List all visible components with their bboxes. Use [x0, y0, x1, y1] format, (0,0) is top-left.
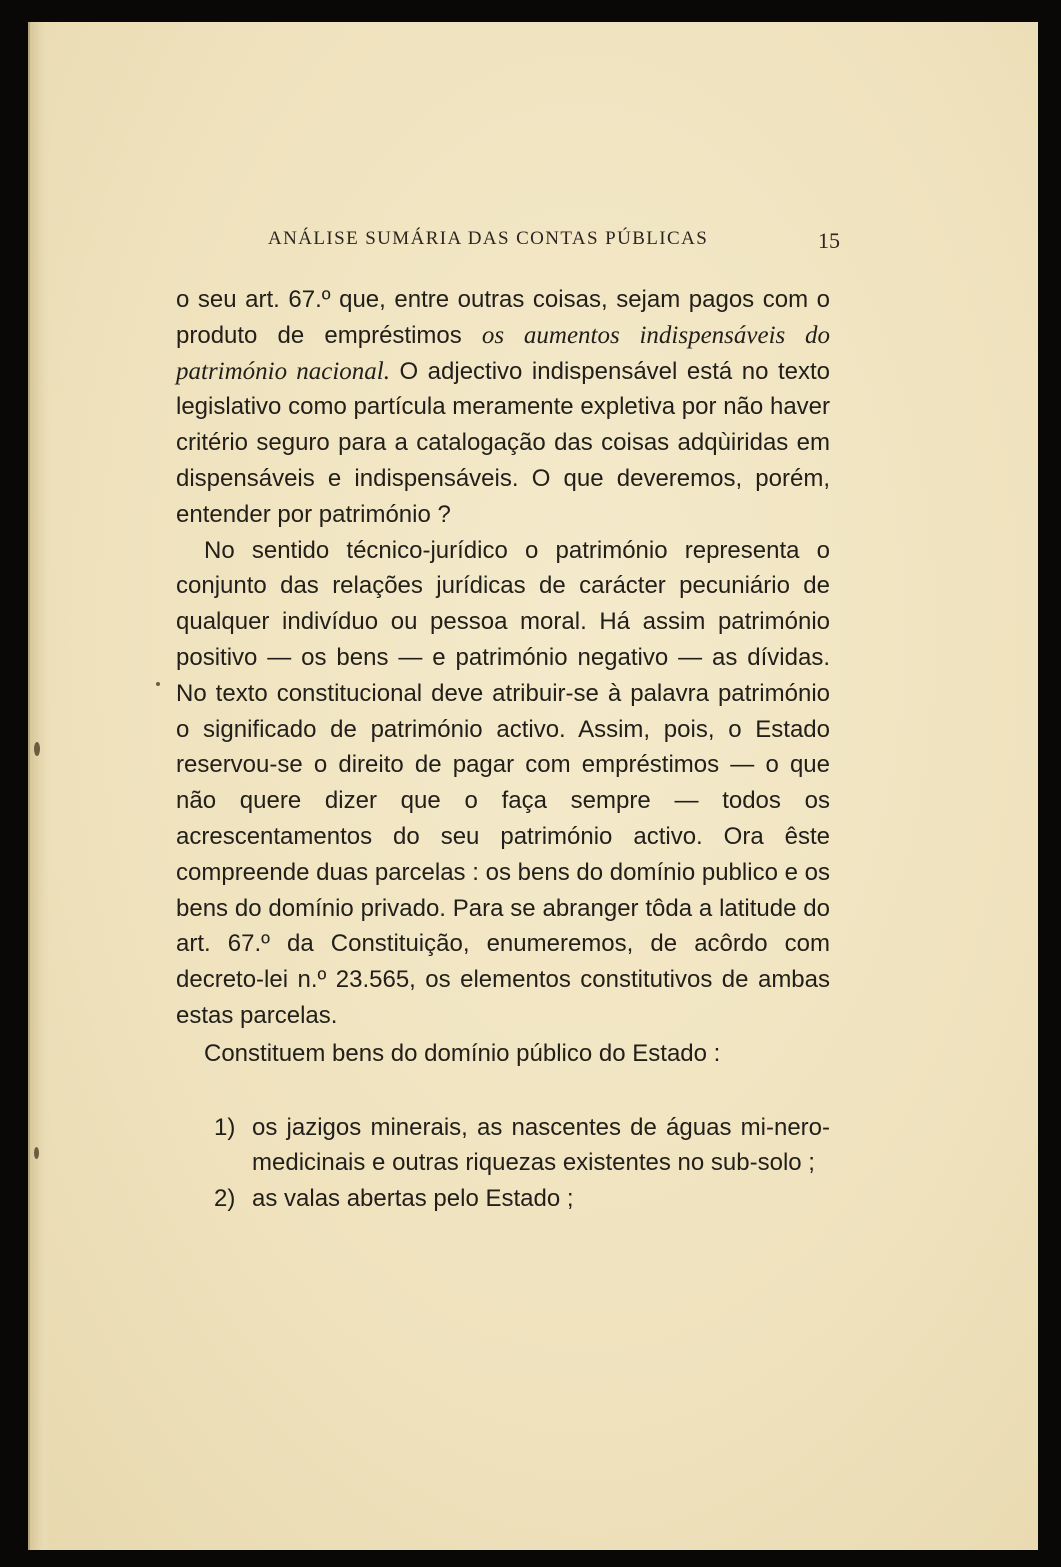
page-body [176, 282, 830, 1217]
paragraph-1-italic: os aumentos indispensáveis do património nacional. [176, 321, 830, 385]
domain-list [176, 1110, 830, 1217]
paragraph-1-text-a: o seu art. 67.º que, entre outras coisas, sejam pagos com o produto de empréstimos [176, 286, 830, 349]
list-item-number: 1) [214, 1113, 236, 1141]
paper-spot [156, 682, 160, 686]
paper-spot [34, 1147, 39, 1159]
paragraph-1-text-b: O adjectivo indispensável está no texto legislativo como partícula meramente expletiva por não haver critério seguro para a catalogação das coisas adqùiridas em dispensáveis e indispensáveis. O que deveremos, porém, entender por património ? [176, 357, 831, 528]
paper-spot [34, 742, 40, 756]
paragraph-3: Constituem bens do domínio público do Estado : [204, 1039, 721, 1067]
page-gutter [28, 22, 50, 1550]
list-item-text: os jazigos minerais, as nascentes de águas mi-nero-medicinais e outras riquezas existentes no sub-solo ; [252, 1113, 830, 1177]
list-item [176, 1181, 830, 1217]
list-item-number: 2) [214, 1185, 236, 1213]
list-item-text: as valas abertas pelo Estado ; [252, 1185, 574, 1213]
paragraph-2: No sentido técnico-jurídico o património representa o conjunto das relações jurídicas de carácter pecuniário de qualquer indivíduo ou pessoa moral. Há assim património positivo — os bens — e património negativo — as dívidas. No texto constitucional deve atribuir-se à palavra património o significado de património activo. Assim, pois, o Estado reservou-se o direito de pagar com empréstimos — o que não quere dizer que o faça sempre — todos os acrescentamentos do seu património activo. Ora êste compreende duas parcelas : os bens do domínio publico e os bens do domínio privado. Para se abranger tôda a latitude do art. 67.º da Constituição, enumeremos, de acôrdo com decreto-lei n.º 23.565, os elementos constitutivos de ambas estas parcelas. [176, 536, 830, 1029]
page-number: 15 [818, 228, 840, 253]
book-page [28, 22, 1038, 1550]
header-title: ANÁLISE SUMÁRIA DAS CONTAS PÚBLICAS [268, 228, 709, 249]
list-item [176, 1110, 830, 1182]
paragraph-1 [176, 282, 830, 533]
